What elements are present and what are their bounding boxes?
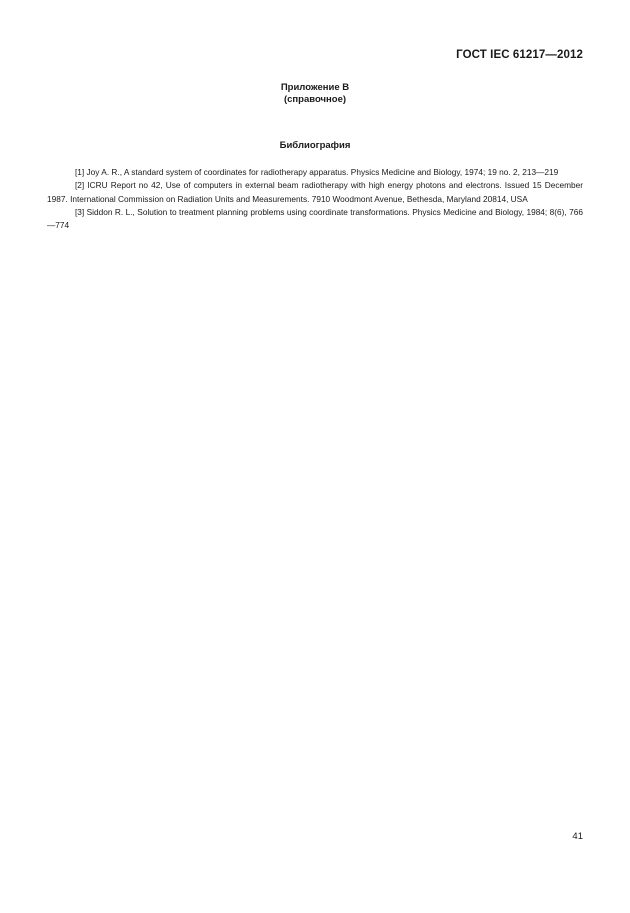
bibliography-heading: Библиография bbox=[279, 140, 351, 151]
page-number: 41 bbox=[572, 831, 583, 842]
bibliography-entry-2: [2] ICRU Report no 42, Use of computers in external beam radiotherapy with high energy photons and electrons. Issued 15 December 1987. International Commission on Radiation Units and Measurements. 7910 Woodmont Avenue, Bethesda, Maryland 20814, USA bbox=[47, 180, 583, 204]
annex-title: Приложение В bbox=[280, 82, 350, 93]
document-code: ГОСТ IEC 61217—2012 bbox=[456, 49, 583, 61]
bibliography-entry-3: [3] Siddon R. L., Solution to treatment planning problems using coordinate transformations. Physics Medicine and Biology, 1984; 8(6), 766—774 bbox=[47, 206, 583, 231]
bibliography-list bbox=[47, 166, 583, 232]
annex-subtitle: (справочное) bbox=[283, 94, 347, 105]
bibliography-entry-1: [1] Joy A. R., A standard system of coordinates for radiotherapy apparatus. Physics Medicine and Biology, 1974; 19 no. 2, 213—219 bbox=[75, 167, 559, 177]
